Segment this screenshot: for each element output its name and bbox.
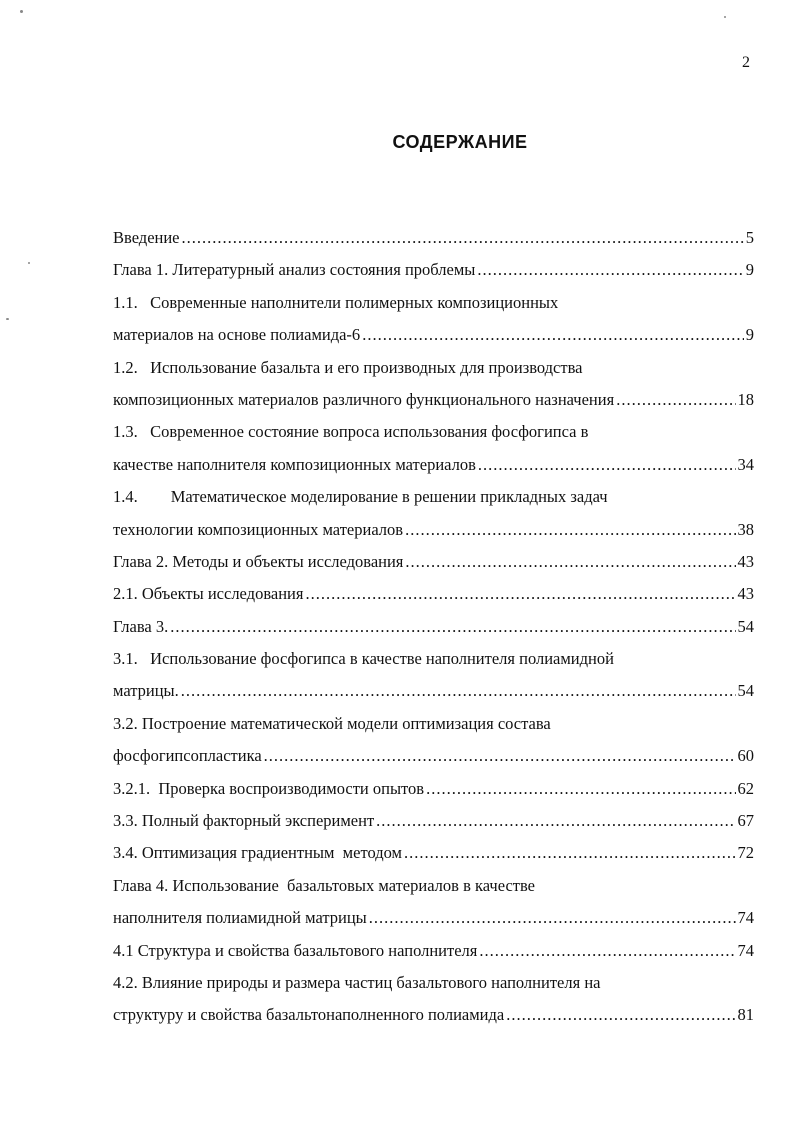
toc-entry-text: Глава 1. Литературный анализ состояния проблемы [113, 260, 476, 280]
toc-entry-page: 5 [745, 228, 754, 247]
toc-entry-page: 62 [737, 778, 754, 798]
toc-entry [113, 675, 754, 707]
toc-entry-text: фосфогипсопластика [113, 746, 262, 766]
toc-entry-text: Глава 4. Использование базальтовых материалов в качестве [113, 875, 536, 895]
toc-entry [113, 773, 754, 805]
toc-entry-text: 4.2. Влияние природы и размера частиц базальтового наполнителя на [113, 972, 601, 992]
toc-leader-dots [478, 449, 736, 481]
toc-leader-dots [477, 254, 743, 286]
toc-entry-text: матрицы. [113, 681, 179, 701]
toc-entry [113, 708, 754, 740]
page-number: 2 [742, 54, 750, 71]
toc-entry-page: 54 [737, 681, 754, 701]
toc-leader-dots [506, 999, 735, 1031]
toc-entry-page: 67 [737, 811, 754, 831]
toc-entry-text: 4.1 Структура и свойства базальтового наполнителя [113, 940, 478, 960]
toc-entry [113, 449, 754, 481]
toc-leader-dots [264, 740, 736, 772]
toc-entry-text: технологии композиционных материалов [113, 519, 404, 539]
toc-entry-page: 38 [737, 519, 754, 539]
toc-entry [113, 805, 754, 837]
toc-leader-dots [479, 935, 735, 967]
toc-entry-text: Глава 3. [113, 616, 169, 636]
toc-leader-dots [404, 837, 736, 869]
toc-entry-text: материалов на основе полиамида-6 [113, 325, 361, 345]
toc-entry [113, 287, 754, 319]
toc-entry [113, 481, 754, 513]
toc-entry-text: 3.1. Использование фосфогипса в качестве наполнителя полиамидной [113, 649, 614, 669]
toc-leader-dots [405, 546, 735, 578]
toc-entry-page: 72 [737, 843, 754, 863]
toc-entry [113, 935, 754, 967]
toc-entry-text: Глава 2. Методы и объекты исследования [113, 551, 404, 571]
toc-entry [113, 222, 754, 254]
scan-speck [28, 262, 30, 264]
toc-entry [113, 352, 754, 384]
scan-speck [20, 10, 23, 13]
toc-entry-page: 74 [737, 940, 754, 960]
toc-entry [113, 870, 754, 902]
toc-leader-dots [405, 514, 735, 546]
toc-entry-text: наполнителя полиамидной матрицы [113, 908, 367, 928]
toc-entry-page: 18 [737, 389, 754, 409]
toc-entry [113, 643, 754, 675]
toc-entry-text: 1.4. Математическое моделирование в решении прикладных задач [113, 487, 608, 507]
toc-entry-text: 3.3. Полный факторный эксперимент [113, 811, 375, 831]
toc-entry [113, 319, 754, 351]
toc-entry [113, 416, 754, 448]
toc-entry-page: 9 [745, 325, 754, 345]
toc-entry [113, 384, 754, 416]
toc-entry [113, 740, 754, 772]
toc-entry-text: 1.3. Современное состояние вопроса использования фосфогипса в [113, 422, 589, 442]
toc-entry-text: 2.1. Объекты исследования [113, 584, 304, 604]
toc-entry [113, 546, 754, 578]
toc-entry-page: 43 [737, 584, 754, 604]
toc-leader-dots [181, 675, 736, 707]
toc-entry-page: 81 [737, 1005, 754, 1025]
toc-entry [113, 837, 754, 869]
toc-entry-text: 1.1. Современные наполнители полимерных композиционных [113, 292, 559, 312]
page-title: СОДЕРЖАНИЕ [392, 132, 528, 152]
toc-entry [113, 514, 754, 546]
toc-entry-text: качестве наполнителя композиционных материалов [113, 454, 476, 474]
toc-entry [113, 999, 754, 1031]
toc-leader-dots [369, 902, 736, 934]
toc-leader-dots [170, 611, 735, 643]
toc-leader-dots [182, 222, 744, 254]
table-of-contents [113, 222, 754, 1032]
toc-entry-text: композиционных материалов различного функционального назначения [113, 389, 615, 409]
toc-entry [113, 967, 754, 999]
toc-entry-page: 60 [737, 746, 754, 766]
toc-leader-dots [362, 319, 744, 351]
toc-entry-text: 3.2. Построение математической модели оптимизация состава [113, 713, 551, 733]
toc-leader-dots [305, 578, 735, 610]
toc-entry-text: 1.2. Использование базальта и его производных для производства [113, 357, 583, 377]
toc-entry-text: 3.4. Оптимизация градиентным методом [113, 843, 402, 863]
toc-entry [113, 902, 754, 934]
scan-speck [6, 318, 9, 320]
toc-entry-page: 34 [737, 454, 754, 474]
toc-entry-text: 3.2.1. Проверка воспроизводимости опытов [113, 778, 425, 798]
toc-leader-dots [376, 805, 735, 837]
toc-leader-dots [616, 384, 735, 416]
toc-leader-dots [426, 773, 735, 805]
scan-speck [724, 16, 726, 18]
toc-entry-page: 9 [745, 260, 754, 280]
toc-entry [113, 611, 754, 643]
toc-entry-text: структуру и свойства базальтонаполненного полиамида [113, 1005, 505, 1025]
toc-entry-page: 74 [737, 908, 754, 928]
toc-entry-page: 43 [737, 551, 754, 571]
toc-entry [113, 578, 754, 610]
toc-entry-text: Введение [113, 228, 180, 247]
toc-entry-page: 54 [737, 616, 754, 636]
toc-entry [113, 254, 754, 286]
